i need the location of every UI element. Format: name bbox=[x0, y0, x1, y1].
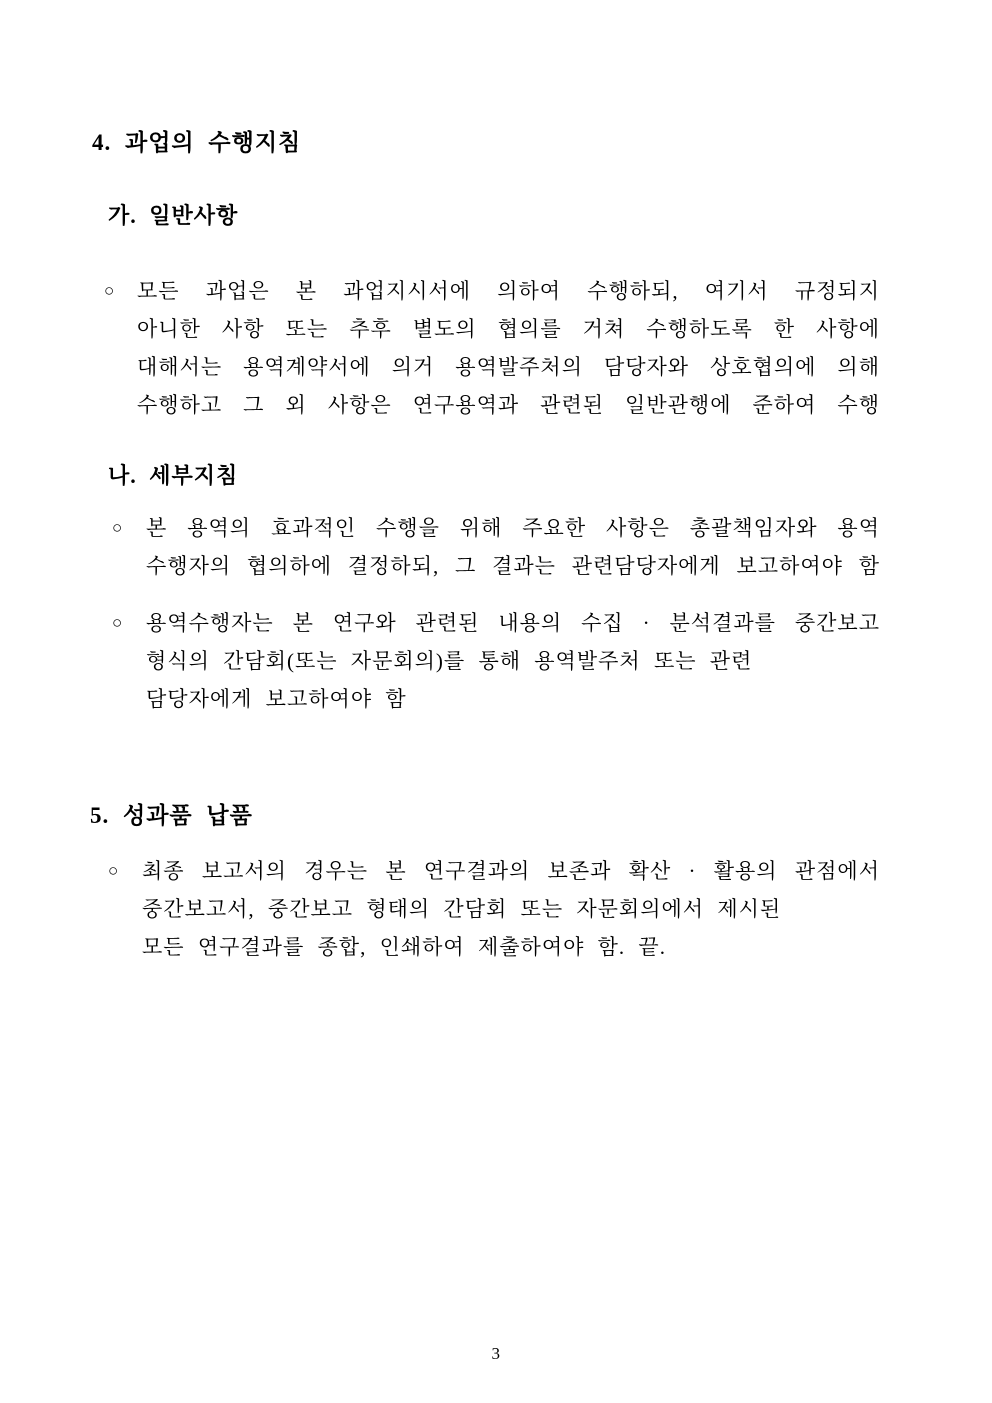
paragraph-line: 대해서는 용역계약서에 의거 용역발주처의 담당자와 상호협의에 의해 bbox=[137, 355, 880, 379]
paragraph-line: 용역수행자는 본 연구와 관련된 내용의 수집 · 분석결과를 중간보고 bbox=[146, 611, 880, 635]
paragraph-line: 형식의 간담회(또는 자문회의)를 통해 용역발주처 또는 관련 bbox=[146, 649, 753, 673]
subsection-na-heading: 나. 세부지침 bbox=[108, 463, 239, 488]
paragraph-line: 수행자의 협의하에 결정하되, 그 결과는 관련담당자에게 보고하여야 함 bbox=[146, 554, 880, 578]
circle-bullet-icon: ○ bbox=[112, 613, 123, 632]
subsection-ga-heading: 가. 일반사항 bbox=[108, 203, 239, 228]
paragraph-line: 모든 과업은 본 과업지시서에 의하여 수행하되, 여기서 규정되지 bbox=[137, 279, 880, 303]
paragraph-line: 모든 연구결과를 종합, 인쇄하여 제출하여야 함. 끝. bbox=[142, 935, 666, 959]
circle-bullet-icon: ○ bbox=[104, 281, 115, 300]
paragraph-line: 수행하고 그 외 사항은 연구용역과 관련된 일반관행에 준하여 수행 bbox=[137, 393, 880, 417]
circle-bullet-icon: ○ bbox=[108, 861, 119, 880]
section-4-heading: 4. 과업의 수행지침 bbox=[92, 130, 302, 155]
paragraph-line: 아니한 사항 또는 추후 별도의 협의를 거쳐 수행하도록 한 사항에 bbox=[137, 317, 880, 341]
section-5-heading: 5. 성과품 납품 bbox=[90, 803, 253, 828]
paragraph-line: 본 용역의 효과적인 수행을 위해 주요한 사항은 총괄책임자와 용역 bbox=[146, 516, 880, 540]
paragraph-line: 중간보고서, 중간보고 형태의 간담회 또는 자문회의에서 제시된 bbox=[142, 897, 782, 921]
page-number: 3 bbox=[491, 1344, 501, 1363]
ga-bullet-1 bbox=[137, 272, 880, 424]
na-bullet-2 bbox=[146, 604, 880, 718]
na-bullet-1 bbox=[146, 509, 880, 585]
sec5-bullet-1 bbox=[142, 852, 880, 966]
paragraph-line: 담당자에게 보고하여야 함 bbox=[146, 687, 407, 711]
paragraph-line: 최종 보고서의 경우는 본 연구결과의 보존과 확산 · 활용의 관점에서 bbox=[142, 859, 880, 883]
circle-bullet-icon: ○ bbox=[112, 518, 123, 537]
